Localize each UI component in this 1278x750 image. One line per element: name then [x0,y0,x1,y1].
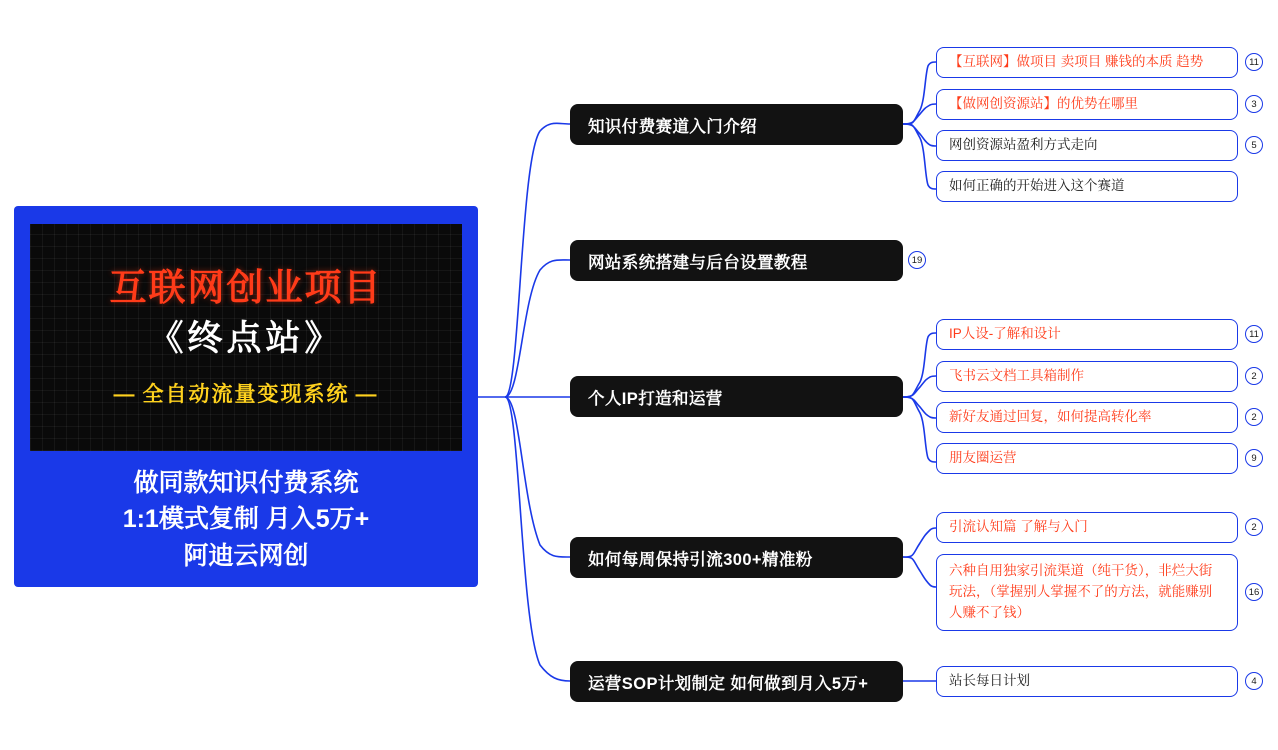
leaf-node-3-1-label: IP人设-了解和设计 [949,326,1061,342]
poster-dash-right: — [355,383,379,407]
root-subtitle-2: 1:1模式复制 月入5万+ [122,505,370,534]
root-poster-image [30,224,462,451]
leaf-node-1-3[interactable] [936,130,1238,161]
poster-title-line3 [108,378,385,408]
root-subtitle-block [30,465,462,574]
leaf-node-3-3[interactable] [936,402,1238,433]
leaf-node-4-2[interactable] [936,554,1238,631]
leaf-node-4-1-label: 引流认知篇 了解与入门 [949,519,1088,535]
leaf-node-4-2-label: 六种自用独家引流渠道（纯干货），非烂大街玩法，（掌握别人掌握不了的方法，就能赚别人赚不了钱） [949,563,1213,620]
branch-node-3-label: 个人IP打造和运营 [588,389,723,408]
leaf-node-1-1-label: 【互联网】做项目 卖项目 赚钱的本质 趋势 [949,54,1204,70]
root-node[interactable] [14,206,478,587]
branch-node-1[interactable] [570,104,903,145]
leaf-node-1-3-badge: 5 [1245,136,1263,154]
root-subtitle-1: 做同款知识付费系统 [133,469,359,497]
branch-node-4[interactable] [570,537,903,578]
leaf-node-1-2[interactable] [936,89,1238,120]
branch-node-2-badge: 19 [908,251,926,269]
leaf-node-5-1-badge: 4 [1245,672,1263,690]
leaf-node-3-1[interactable] [936,319,1238,350]
branch-node-3[interactable] [570,376,903,417]
leaf-node-3-3-badge: 2 [1245,408,1263,426]
leaf-node-1-3-label: 网创资源站盈利方式走向 [949,137,1098,153]
leaf-node-3-2[interactable] [936,361,1238,392]
leaf-node-1-4-label: 如何正确的开始进入这个赛道 [949,178,1125,194]
leaf-node-1-2-badge: 3 [1245,95,1263,113]
leaf-node-4-1-badge: 2 [1245,518,1263,536]
branch-node-1-label: 知识付费赛道入门介绍 [588,117,757,136]
poster-dash-left: — [113,383,137,407]
leaf-node-5-1-label: 站长每日计划 [949,673,1030,689]
leaf-node-1-4[interactable] [936,171,1238,202]
leaf-node-3-3-label: 新好友通过回复，如何提高转化率 [949,409,1152,425]
leaf-node-3-2-badge: 2 [1245,367,1263,385]
leaf-node-1-2-label: 【做网创资源站】的优势在哪里 [949,96,1138,112]
leaf-node-4-1[interactable] [936,512,1238,543]
branch-node-2-label: 网站系统搭建与后台设置教程 [588,253,808,272]
poster-title-line2: 《终点站》 [148,319,344,359]
leaf-node-3-4-label: 朋友圈运营 [949,450,1017,466]
leaf-node-3-4-badge: 9 [1245,449,1263,467]
poster-title-line1: 互联网创业项目 [109,266,383,308]
branch-node-5-label: 运营SOP计划制定 如何做到月入5万+ [588,674,869,693]
leaf-node-1-1[interactable] [936,47,1238,78]
root-subtitle-3: 阿迪云网创 [183,541,309,570]
leaf-node-5-1[interactable] [936,666,1238,697]
branch-node-2[interactable] [570,240,903,281]
branch-node-4-label: 如何每周保持引流300+精准粉 [588,550,813,569]
poster-subtitle-text: 全自动流量变现系统 [142,383,350,407]
branch-node-5[interactable] [570,661,903,702]
leaf-node-3-1-badge: 11 [1245,325,1263,343]
leaf-node-4-2-badge: 16 [1245,583,1263,601]
leaf-node-1-1-badge: 11 [1245,53,1263,71]
leaf-node-3-4[interactable] [936,443,1238,474]
leaf-node-3-2-label: 飞书云文档工具箱制作 [949,368,1084,384]
